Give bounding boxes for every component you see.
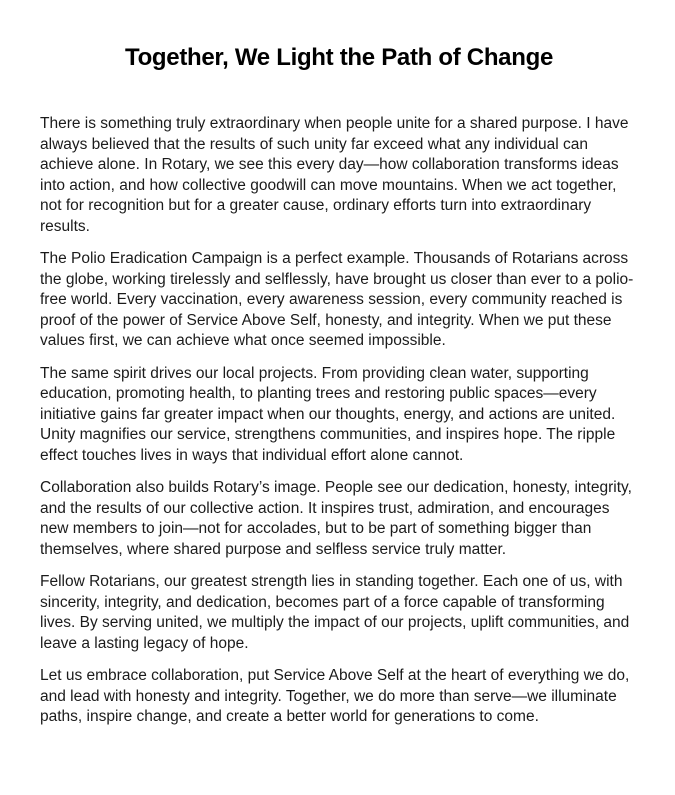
paragraph-2: The Polio Eradication Campaign is a perfect example. Thousands of Rotarians across the globe, working tirelessly and selflessly, have brought us closer than ever to a polio-free world. Every vaccination, every awareness session, every community reached is proof of the power of Service Above Self, honesty, and integrity. When we put these values first, we can achieve what once seemed impossible. [40,250,634,349]
document-body [40,114,640,728]
page-title: Together, We Light the Path of Change [124,44,553,71]
paragraph-4: Collaboration also builds Rotary’s image. People see our dedication, honesty, integrity, and the results of our collective action. It inspires trust, admiration, and encourages new members to join—not for accolades, but to be part of something bigger than themselves, where shared purpose and selfless service truly matter. [40,479,632,558]
paragraph-3: The same spirit drives our local projects. From providing clean water, supporting education, promoting health, to planting trees and restoring public spaces—every initiative gains far greater impact when our thoughts, energy, and actions are united. Unity magnifies our service, strengthens communities, and inspires hope. The ripple effect touches lives in ways that individual effort alone cannot. [40,364,616,464]
paragraph-5: Fellow Rotarians, our greatest strength lies in standing together. Each one of us, with sincerity, integrity, and dedication, becomes part of a force capable of transforming lives. By serving united, we multiply the impact of our projects, uplift communities, and leave a lasting legacy of hope. [40,573,630,652]
paragraph-6: Let us embrace collaboration, put Service Above Self at the heart of everything we do, and lead with honesty and integrity. Together, we do more than serve—we illuminate paths, inspire change, and create a better world for generations to come. [40,667,630,725]
paragraph-1: There is something truly extraordinary when people unite for a shared purpose. I have always believed that the results of such unity far exceed what any individual can achieve alone. In Rotary, we see this every day—how collaboration transforms ideas into action, and how collective goodwill can move mountains. When we act together, not for recognition but for a greater cause, ordinary efforts turn into extraordinary results. [40,115,629,235]
